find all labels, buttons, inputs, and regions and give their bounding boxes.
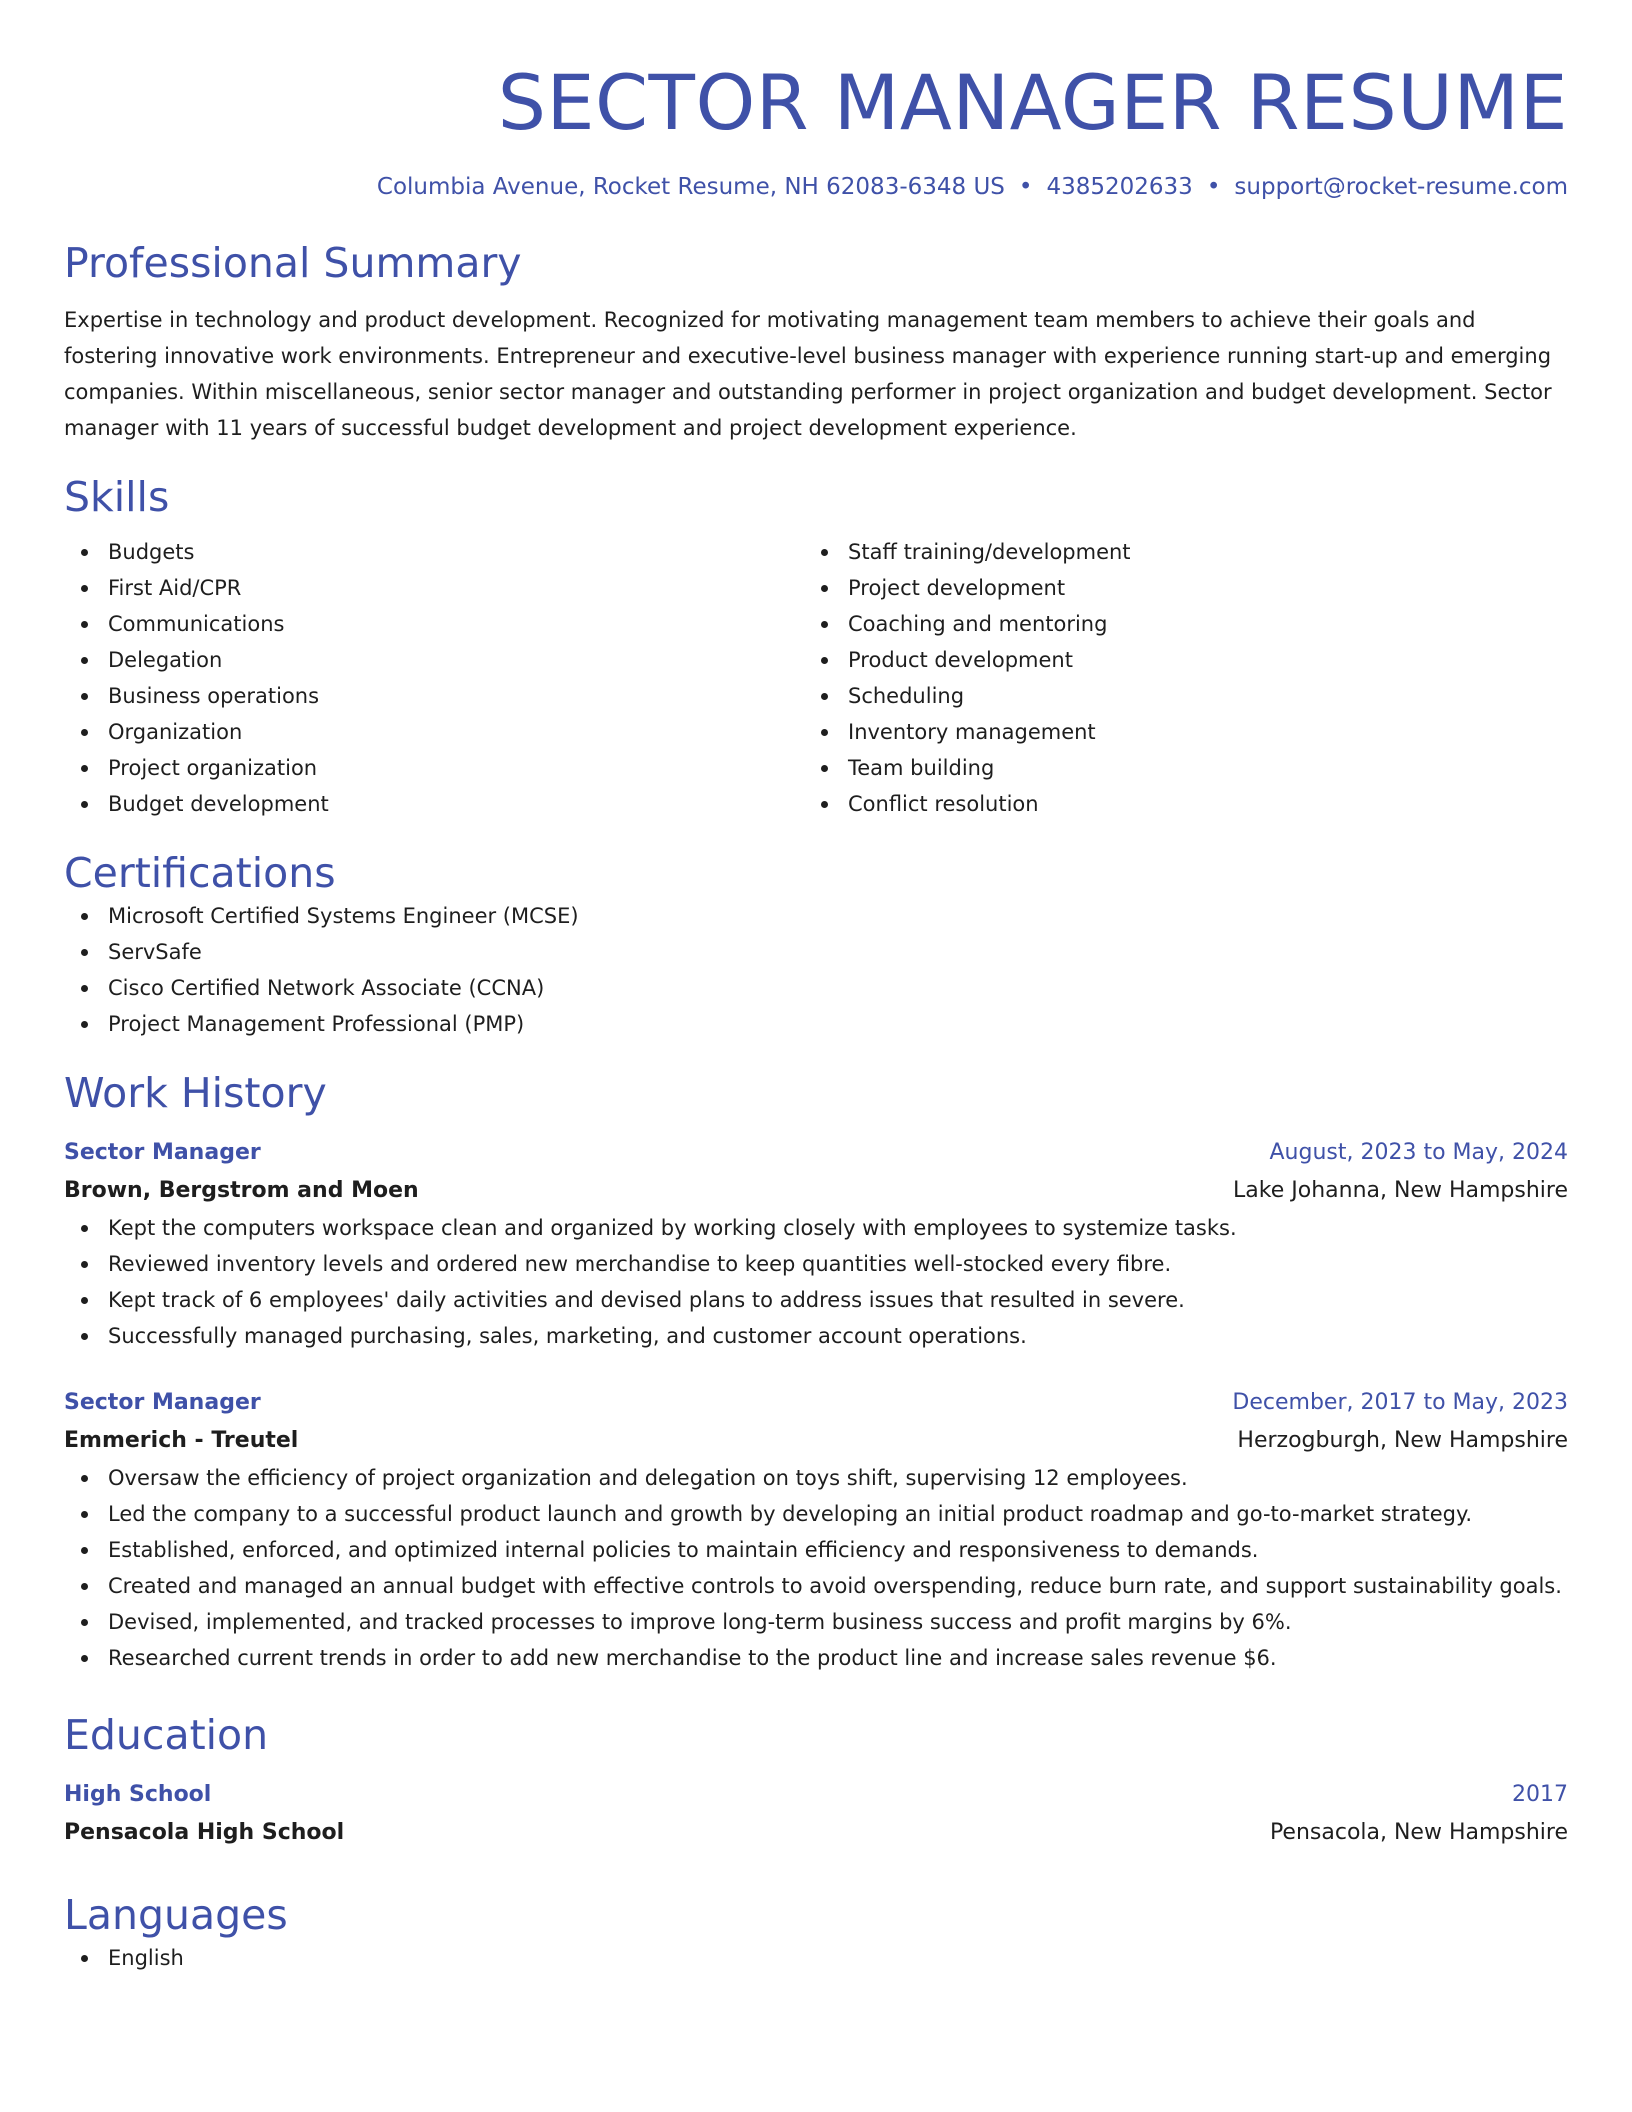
skill-item: Project organization	[64, 750, 804, 786]
certification-item: Cisco Certified Network Associate (CCNA)	[64, 970, 1568, 1006]
job-title: Sector Manager	[64, 1390, 261, 1415]
work-history-section	[64, 1068, 1568, 1676]
job-location: Lake Johanna, New Hampshire	[1233, 1178, 1568, 1203]
certification-item: ServSafe	[64, 934, 1568, 970]
job-header-row	[64, 1384, 1568, 1422]
education-heading: Education	[64, 1711, 269, 1759]
job-location: Herzogburgh, New Hampshire	[1237, 1428, 1568, 1453]
skill-item: First Aid/CPR	[64, 570, 804, 606]
job-duty: Created and managed an annual budget with effective controls to avoid overspending, reduce burn rate, and support sustainability goals.	[64, 1568, 1568, 1604]
education-location: Pensacola, New Hampshire	[1269, 1820, 1568, 1845]
education-school: Pensacola High School	[64, 1820, 345, 1845]
contact-line	[64, 172, 1568, 202]
contact-separator: •	[1018, 174, 1033, 200]
skill-item: Inventory management	[804, 714, 1544, 750]
contact-separator: •	[1206, 174, 1221, 200]
job-duties-list	[64, 1460, 1568, 1676]
languages-heading: Languages	[64, 1891, 288, 1939]
job-company-row	[64, 1422, 1568, 1460]
job-duty: Led the company to a successful product launch and growth by developing an initial product roadmap and go-to-market strategy.	[64, 1496, 1568, 1532]
certifications-list	[64, 898, 1568, 1042]
education-year: 2017	[1512, 1782, 1568, 1807]
page-title: SECTOR MANAGER RESUME	[497, 58, 1568, 147]
job-duty: Devised, implemented, and tracked processes to improve long-term business success and profit margins by 6%.	[64, 1604, 1568, 1640]
education-school-row	[64, 1814, 1568, 1852]
job-company: Emmerich - Treutel	[64, 1428, 299, 1453]
job-duty: Successfully managed purchasing, sales, marketing, and customer account operations.	[64, 1318, 1568, 1354]
job-title: Sector Manager	[64, 1140, 261, 1165]
summary-heading: Professional Summary	[64, 239, 522, 287]
skills-list-left	[64, 534, 804, 822]
job-duty: Established, enforced, and optimized internal policies to maintain efficiency and responsiveness to demands.	[64, 1532, 1568, 1568]
skill-item: Communications	[64, 606, 804, 642]
summary-section	[64, 238, 1568, 446]
resume-header	[64, 58, 1568, 202]
certifications-section	[64, 848, 1568, 1042]
skills-grid	[64, 534, 1568, 822]
job-entry	[64, 1134, 1568, 1354]
job-company-row	[64, 1172, 1568, 1210]
job-company: Brown, Bergstrom and Moen	[64, 1178, 419, 1203]
education-section	[64, 1710, 1568, 1852]
job-entry	[64, 1384, 1568, 1676]
work-history-heading: Work History	[64, 1069, 327, 1117]
languages-section	[64, 1890, 1568, 1976]
job-header-row	[64, 1134, 1568, 1172]
skill-item: Delegation	[64, 642, 804, 678]
skill-item: Project development	[804, 570, 1544, 606]
education-entry	[64, 1776, 1568, 1852]
certification-item: Microsoft Certified Systems Engineer (MCSE)	[64, 898, 1568, 934]
contact-phone: 4385202633	[1046, 174, 1193, 200]
certification-item: Project Management Professional (PMP)	[64, 1006, 1568, 1042]
languages-list	[64, 1940, 1568, 1976]
skills-section	[64, 472, 1568, 822]
skill-item: Conflict resolution	[804, 786, 1544, 822]
certifications-heading: Certifications	[64, 849, 336, 897]
skill-item: Staff training/development	[804, 534, 1544, 570]
job-duties-list	[64, 1210, 1568, 1354]
job-duty: Kept track of 6 employees' daily activities and devised plans to address issues that resulted in severe.	[64, 1282, 1568, 1318]
job-duty: Oversaw the efficiency of project organization and delegation on toys shift, supervising 12 employees.	[64, 1460, 1568, 1496]
contact-email: support@rocket-resume.com	[1234, 174, 1568, 200]
language-item: English	[64, 1940, 1568, 1976]
job-duty: Researched current trends in order to add new merchandise to the product line and increase sales revenue $6.	[64, 1640, 1568, 1676]
skill-item: Business operations	[64, 678, 804, 714]
education-degree: High School	[64, 1782, 212, 1807]
skill-item: Budget development	[64, 786, 804, 822]
skills-list-right	[804, 534, 1544, 822]
job-dates: December, 2017 to May, 2023	[1232, 1390, 1568, 1415]
skill-item: Organization	[64, 714, 804, 750]
skill-item: Team building	[804, 750, 1544, 786]
skill-item: Coaching and mentoring	[804, 606, 1544, 642]
skill-item: Budgets	[64, 534, 804, 570]
skill-item: Scheduling	[804, 678, 1544, 714]
job-duty: Reviewed inventory levels and ordered new merchandise to keep quantities well-stocked every fibre.	[64, 1246, 1568, 1282]
skills-heading: Skills	[64, 473, 170, 521]
education-degree-row	[64, 1776, 1568, 1814]
job-dates: August, 2023 to May, 2024	[1269, 1140, 1568, 1165]
skill-item: Product development	[804, 642, 1544, 678]
summary-text: Expertise in technology and product development. Recognized for motivating management team members to achieve their goals and fostering innovative work environments. Entrepreneur and executive-level business manager with experience running start-up and emerging companies. Within miscellaneous, senior sector manager and outstanding performer in project organization and budget development. Sector manager with 11 years of successful budget development and project development experience.	[64, 308, 1552, 440]
job-duty: Kept the computers workspace clean and organized by working closely with employees to systemize tasks.	[64, 1210, 1568, 1246]
contact-address: Columbia Avenue, Rocket Resume, NH 62083-6348 US	[376, 174, 1005, 200]
